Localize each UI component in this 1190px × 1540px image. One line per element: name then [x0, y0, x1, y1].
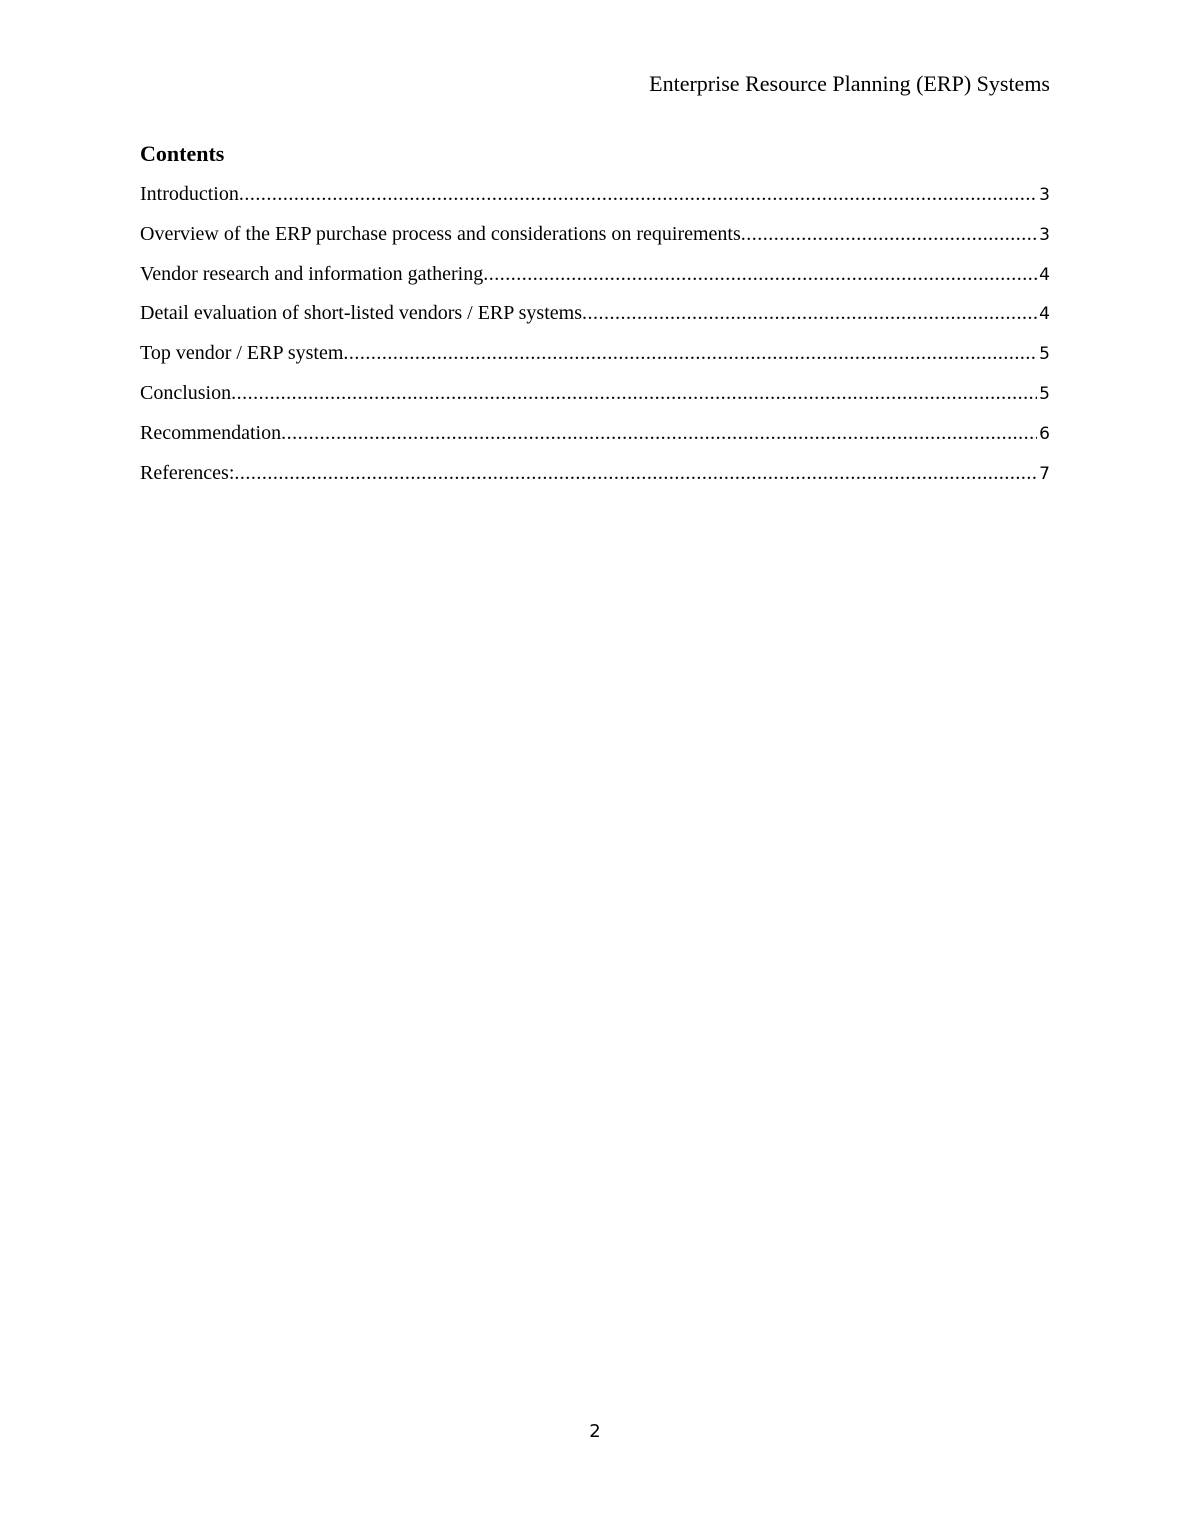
toc-entry-title: Recommendation	[140, 421, 282, 444]
toc-entry-page-number: 6	[1039, 423, 1050, 444]
toc-entry-recommendation[interactable]	[140, 419, 1050, 459]
toc-entry-page-number: 3	[1039, 224, 1050, 245]
toc-dot-leader	[483, 260, 1037, 288]
toc-entry-title: References:	[140, 461, 235, 484]
toc-entry-page-number: 4	[1039, 264, 1050, 285]
toc-entry-title: Conclusion	[140, 381, 232, 404]
toc-entry-title: Overview of the ERP purchase process and considerations on requirements	[140, 222, 741, 245]
toc-dot-leader	[281, 419, 1037, 447]
toc-entry-introduction[interactable]	[140, 180, 1050, 220]
toc-dot-leader	[582, 299, 1037, 327]
page-number: 2	[589, 1421, 601, 1442]
toc-entry-references[interactable]	[140, 459, 1050, 499]
toc-dot-leader	[239, 180, 1037, 208]
toc-dot-leader	[741, 220, 1037, 248]
toc-dot-leader	[231, 379, 1037, 407]
toc-heading: Contents	[140, 141, 225, 166]
toc-entry-title: Detail evaluation of short-listed vendors / ERP systems	[140, 302, 582, 325]
toc-entry-page-number: 7	[1039, 463, 1050, 484]
running-header: Enterprise Resource Planning (ERP) Systems	[649, 71, 1050, 96]
toc-entry-page-number: 3	[1039, 185, 1050, 205]
toc-entry-detail-evaluation[interactable]	[140, 299, 1050, 339]
toc-entry-title: Introduction	[140, 183, 239, 205]
toc-entry-overview[interactable]	[140, 220, 1050, 260]
toc-entry-top-vendor[interactable]	[140, 339, 1050, 379]
toc-entry-vendor-research[interactable]	[140, 260, 1050, 300]
toc-dot-leader	[234, 459, 1037, 487]
toc-entry-page-number: 5	[1039, 344, 1050, 365]
toc-entry-page-number: 5	[1039, 383, 1050, 404]
toc-entry-title: Top vendor / ERP system	[140, 342, 344, 365]
table-of-contents	[140, 180, 1050, 498]
toc-dot-leader	[343, 339, 1037, 367]
toc-entry-page-number: 4	[1039, 304, 1050, 325]
toc-entry-title: Vendor research and information gathering	[140, 262, 484, 285]
toc-entry-conclusion[interactable]	[140, 379, 1050, 419]
